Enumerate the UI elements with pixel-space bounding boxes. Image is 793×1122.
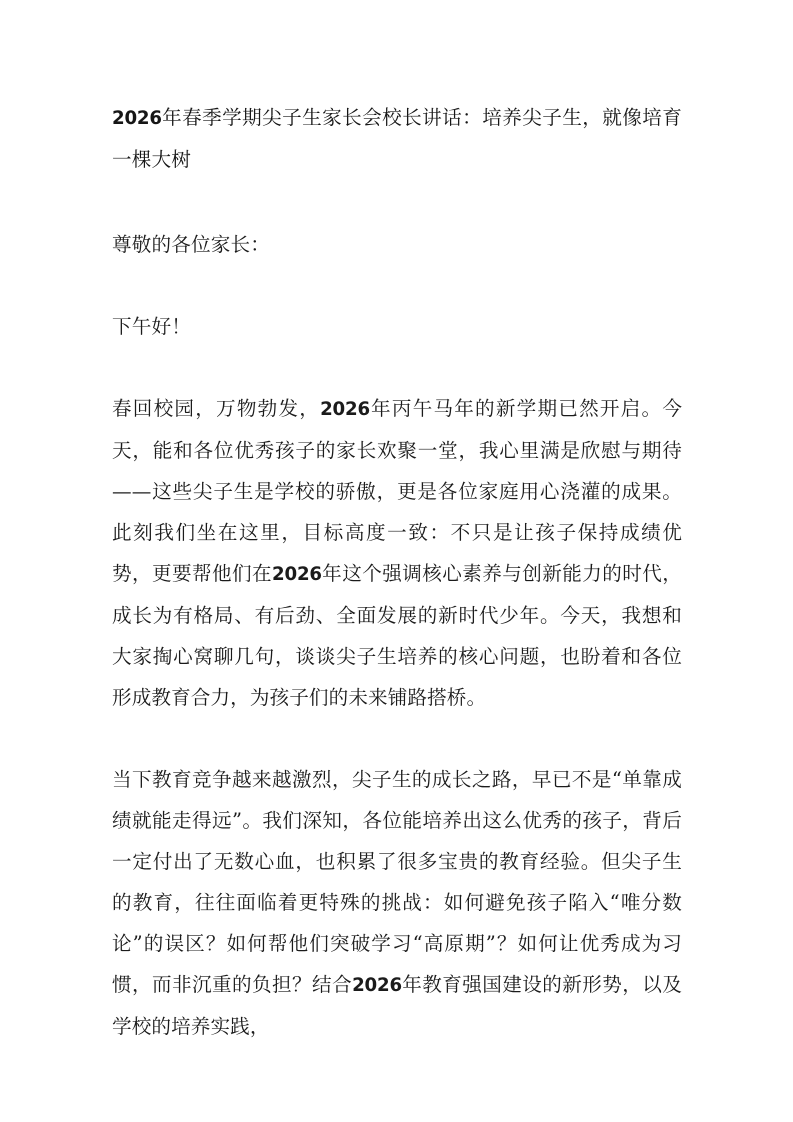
paragraph-text: 春回校园，万物勃发， [112,397,321,420]
greeting-spacer [112,347,682,388]
paragraph-text: 年教育强国建设的新形势，以及学校的培养实践， [112,973,682,1038]
title-year: 2026 [112,108,162,129]
body-paragraph [112,388,682,718]
greeting-line: 下午好！ [112,315,191,338]
title-text: 年春季学期尖子生家长会校长讲话：培养尖子生，就像培育一棵大树 [112,106,682,171]
document-content [112,97,682,1047]
body-paragraphs [112,388,682,1047]
document-title [112,97,682,180]
salutation-line: 尊敬的各位家长： [112,233,270,256]
inline-year: 2026 [272,564,322,585]
salutation-spacer [112,265,682,306]
paragraph-spacer [112,718,682,759]
paragraph-text: 当下教育竞争越来越激烈，尖子生的成长之路，早已不是“单靠成绩就能走得远”。我们深知，各位能培养出这么优秀的孩子，背后一定付出了无数心血，也积累了很多宝贵的教育经验。但尖子生的教育，往往面临着更特殊的挑战：如何避免孩子陷入“唯分数论”的误区？如何帮他们突破学习“高原期”？如何让优秀成为习惯，而非沉重的负担？结合 [112,768,682,996]
paragraph-text: 年这个强调核心素养与创新能力的时代，成长为有格局、有后劲、全面发展的新时代少年。今天，我想和大家掏心窝聊几句，谈谈尖子生培养的核心问题，也盼着和各位形成教育合力，为孩子们的未来铺路搭桥。 [112,562,682,709]
inline-year: 2026 [320,399,370,420]
body-paragraph [112,759,682,1047]
title-spacer [112,180,682,224]
paragraph-text: 年丙午马年的新学期已然开启。今天，能和各位优秀孩子的家长欢聚一堂，我心里满是欣慰与期待——这些尖子生是学校的骄傲，更是各位家庭用心浇灌的成果。此刻我们坐在这里，目标高度一致：不只是让孩子保持成绩优势，更要帮他们在 [112,397,683,585]
inline-year: 2026 [352,975,402,996]
